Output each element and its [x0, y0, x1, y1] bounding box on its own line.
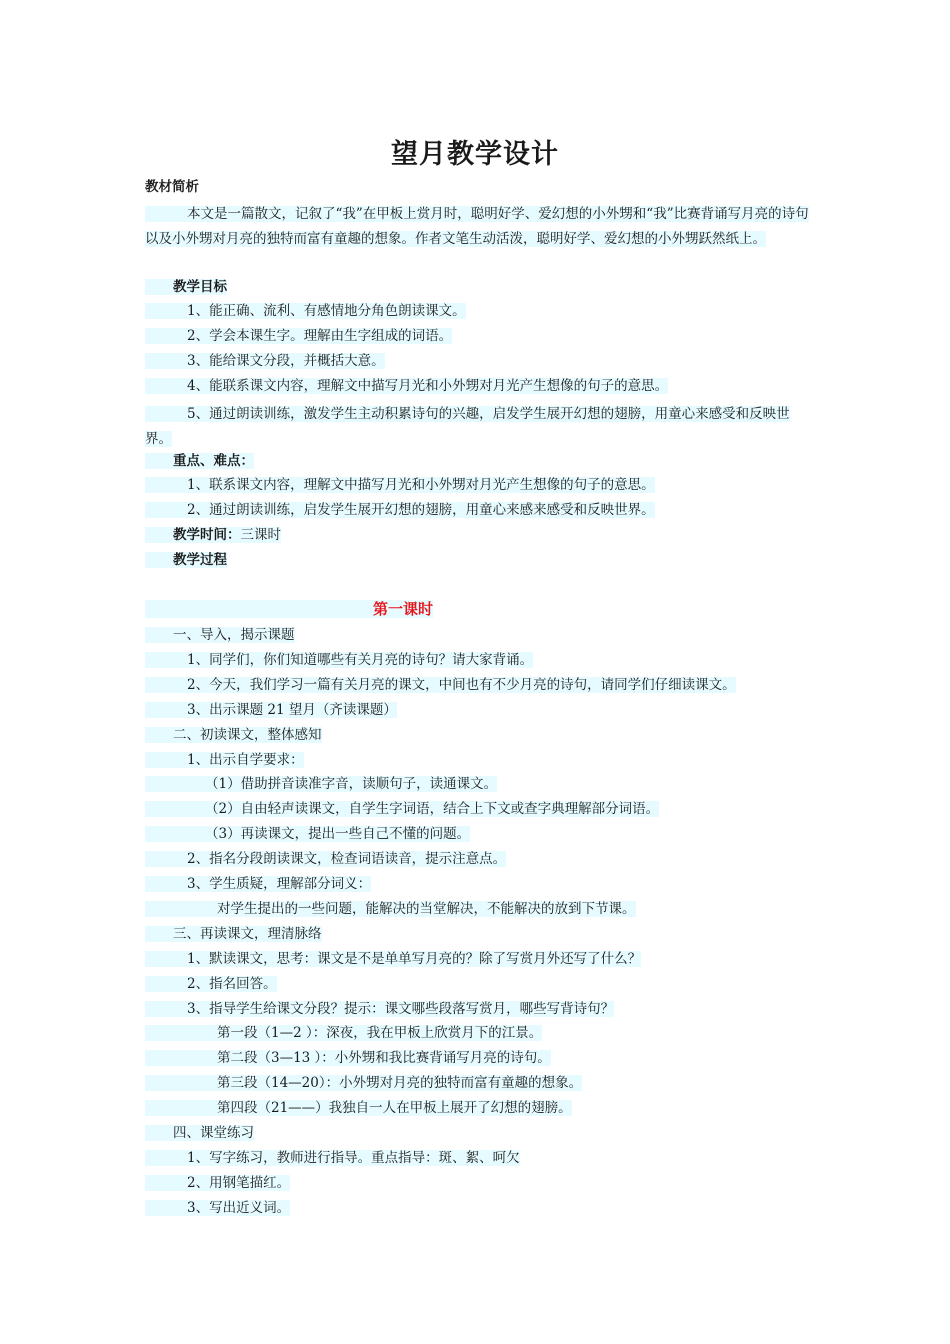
process-line — [145, 626, 810, 644]
process-line-text: 2、指名分段朗读课文，检查词语读音，提示注意点。 — [145, 851, 506, 867]
process-line — [145, 875, 810, 893]
process-line — [145, 701, 810, 719]
process-line — [145, 1149, 810, 1167]
process-line-text: 2、今天，我们学习一篇有关月亮的课文，中间也有不少月亮的诗句，请同学们仔细读课文。 — [145, 677, 736, 693]
process-line — [145, 950, 810, 968]
goal-item-text: 2、学会本课生字。理解由生字组成的词语。 — [145, 328, 452, 344]
process-line — [145, 676, 810, 694]
key-points-heading-text: 重点、难点： — [145, 453, 254, 469]
teaching-time — [145, 526, 810, 544]
process-line — [145, 825, 810, 843]
process-line — [145, 900, 810, 918]
process-line-text: 第一段（1—2 ）：深夜，我在甲板上欣赏月下的江景。 — [145, 1025, 542, 1041]
goal-item-text: 4、能联系课文内容，理解文中描写月光和小外甥对月光产生想像的句子的意思。 — [145, 378, 668, 394]
goal-item — [145, 377, 810, 395]
section-heading-key-points — [145, 452, 810, 470]
goal-item — [145, 402, 810, 452]
process-line-text: 1、同学们，你们知道哪些有关月亮的诗句？请大家背诵。 — [145, 652, 533, 668]
process-line-text: 3、写出近义词。 — [145, 1200, 290, 1216]
process-line-text: 3、出示课题 21 望月（齐读课题） — [145, 702, 397, 718]
teaching-time-label: 教学时间： — [173, 527, 241, 543]
process-line-text: 1、默读课文，思考：课文是不是单单写月亮的？除了写赏月外还写了什么？ — [145, 951, 641, 967]
goal-item-text: 5、通过朗读训练，激发学生主动积累诗句的兴趣，启发学生展开幻想的翅膀，用童心来感受和反映世界。 — [145, 406, 790, 447]
process-line — [145, 925, 810, 943]
process-line-text: 二、初读课文，整体感知 — [145, 727, 322, 743]
process-line-text: 一、导入，揭示课题 — [145, 627, 295, 643]
process-line — [145, 1000, 810, 1018]
process-line-text: 3、指导学生给课文分段？提示：课文哪些段落写赏月，哪些写背诗句？ — [145, 1001, 614, 1017]
process-line — [145, 1074, 810, 1092]
process-line-text: 第四段（21——）我独自一人在甲板上展开了幻想的翅膀。 — [145, 1100, 572, 1116]
key-point-text: 1、联系课文内容，理解文中描写月光和小外甥对月光产生想像的句子的意思。 — [145, 477, 655, 493]
process-line-text: 1、写字练习，教师进行指导。重点指导：斑、絮、呵欠 — [145, 1150, 520, 1166]
lesson-heading-text: 第一课时 — [145, 600, 433, 618]
section-heading-process — [145, 551, 810, 569]
key-point-item — [145, 476, 810, 494]
goal-item-text: 3、能给课文分段，并概括大意。 — [145, 353, 385, 369]
teaching-time-value: 三课时 — [240, 527, 281, 543]
process-line-text: 第二段（3—13 ）：小外甥和我比赛背诵写月亮的诗句。 — [145, 1050, 551, 1066]
process-line-text: 2、指名回答。 — [145, 976, 277, 992]
material-paragraph-text: 本文是一篇散文，记叙了“我”在甲板上赏月时，聪明好学、爱幻想的小外甥和“我”比赛背诵写月亮的诗句以及小外甥对月亮的独特而富有童趣的想象。作者文笔生动活泼，聪明好学、爱幻想的小外甥跃然纸上。 — [145, 206, 809, 247]
process-line-text: 三、再读课文，理清脉络 — [145, 926, 322, 942]
process-line — [145, 975, 810, 993]
material-paragraph — [145, 202, 810, 252]
process-line-text: 四、课堂练习 — [145, 1125, 254, 1141]
process-line-text: 2、用钢笔描红。 — [145, 1175, 290, 1191]
document-title: 望月教学设计 — [391, 139, 559, 170]
process-line — [145, 651, 810, 669]
process-line-text: （3）再读课文，提出一些自己不懂的问题。 — [145, 826, 470, 842]
key-point-text: 2、通过朗读训练，启发学生展开幻想的翅膀，用童心来感来感受和反映世界。 — [145, 502, 655, 518]
process-heading-text: 教学过程 — [145, 552, 227, 568]
goal-item — [145, 327, 810, 345]
process-line — [145, 1024, 810, 1042]
process-line-text: 1、出示自学要求： — [145, 752, 304, 768]
process-line-text: （2）自由轻声读课文，自学生字词语，结合上下文或查字典理解部分词语。 — [145, 801, 659, 817]
process-line-text: （1）借助拼音读准字音，读顺句子，读通课文。 — [145, 776, 497, 792]
process-line — [145, 1199, 810, 1217]
goals-heading-text: 教学目标 — [145, 279, 227, 295]
process-line — [145, 1099, 810, 1117]
process-line-text: 3、学生质疑，理解部分词义： — [145, 876, 371, 892]
process-line — [145, 1124, 810, 1142]
process-line — [145, 1049, 810, 1067]
section-heading-goals — [145, 278, 810, 296]
process-line — [145, 751, 810, 769]
lesson-heading — [145, 600, 810, 619]
goal-item — [145, 302, 810, 320]
process-line — [145, 775, 810, 793]
process-line — [145, 850, 810, 868]
key-point-item — [145, 501, 810, 519]
goal-item — [145, 352, 810, 370]
goal-item-text: 1、能正确、流利、有感情地分角色朗读课文。 — [145, 303, 466, 319]
process-line-text: 对学生提出的一些问题，能解决的当堂解决，不能解决的放到下节课。 — [145, 901, 636, 917]
process-line — [145, 1174, 810, 1192]
process-line-text: 第三段（14—20）：小外甥对月亮的独特而富有童趣的想象。 — [145, 1075, 582, 1091]
process-line — [145, 800, 810, 818]
section-heading-material: 教材简析 — [145, 179, 199, 195]
process-line — [145, 726, 810, 744]
